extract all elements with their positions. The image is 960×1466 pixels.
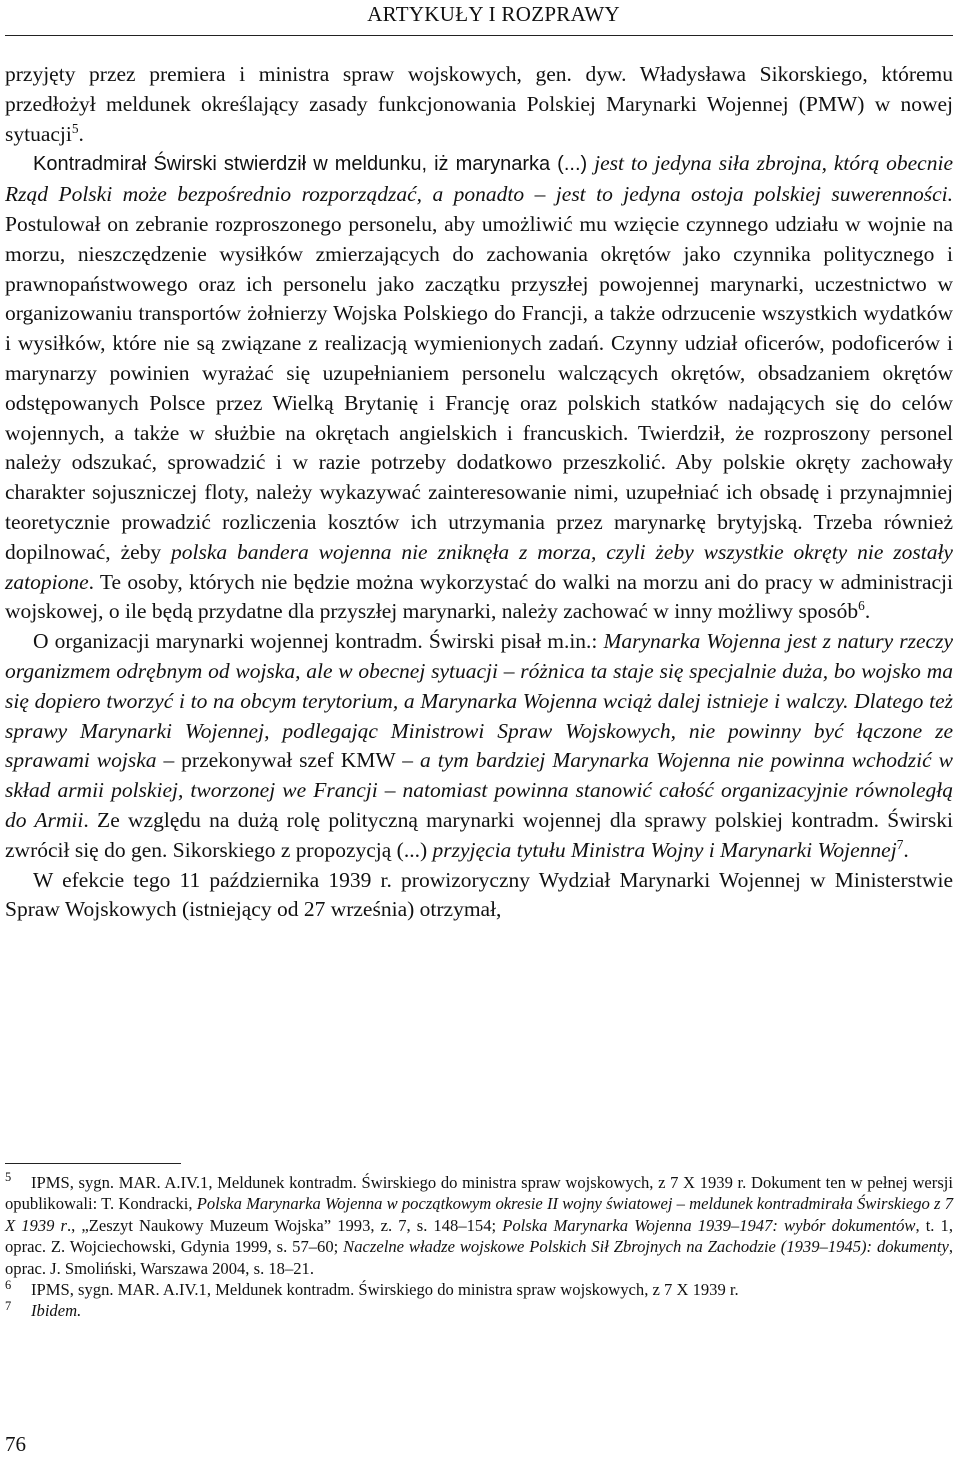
text-run: . Te osoby, których nie będzie można wykorzystać do walki na morzu ani do pracy w administracji wojskowej, o ile będą przydatne dla przyszłej marynarki, należy zachować w inny możliwy sposób [5, 569, 953, 624]
text-run: Postulował on zebranie rozproszonego personelu, aby umożliwić mu wzięcie czynnego udziału w wojnie na morzu, nieszczędzenie wysiłków zmierzających do zachowania okrętów jako czynnika politycznego i prawnopaństwowego oraz ich personelu jako zaczątku przyszłej powojennej marynarki, uczestnictwo w organizowaniu transportów żołnierzy Wojska Polskiego do Francji, a także odrzucenie wszystkich wydatków i wysiłków, które nie są związane z realizacją wymienionych zadań. Czynny udział oficerów, podoficerów i marynarzy powinien wyrażać się uzupełnianiem personelu walczących okrętów, obsadzaniem okrętów odstępowanych Polsce przez Wielką Brytanię i Francję oraz polskich statków nadających się do celów wojennych, a także w służbie na okrętach angielskich i francuskich. Twierdził, że rozproszony personel należy odszukać, sprowadzić i w razie potrzeby dodatkowo przeszkolić. Aby polskie okręty zachowały charakter sojuszniczej floty, należy wykazywać zainteresowanie nimi, uzupełniać ich obsadę i przynajmniej teoretycznie prowadzić rozliczenia kosztów ich utrzymania przez marynarkę brytyjską. Trzeba również dopilnować, żeby [5, 211, 953, 564]
quote-italic: polska bandera wojenna nie zniknęła z morza, czyli żeby wszystkie okręty nie zostały zatopione [5, 539, 953, 594]
running-head: ARTYKUŁY I ROZPRAWY [367, 2, 620, 26]
footnotes [5, 1172, 953, 1322]
page-number: 76 [5, 1432, 26, 1456]
text-run: , t. 1, oprac. Z. Wojciechowski, Gdynia 1999, s. 57–60; [5, 1215, 953, 1257]
text-run: . Ze względu na dużą rolę polityczną marynarki wojennej dla sprawy polskiej kontradm. Świrski zwrócił się do gen. Sikorskiego z propozycją (...) [5, 807, 953, 862]
text-run: . [78, 121, 84, 146]
header-rule [5, 35, 953, 36]
footnote-7: 7 Ibidem. [5, 1298, 82, 1321]
citation-title: Naczelne władze wojskowe Polskich Sił Zbrojnych na Zachodzie (1939–1945): dokumenty [343, 1237, 949, 1257]
paragraph-1 [5, 60, 953, 149]
footnote-5: 5 IPMS, sygn. MAR. A.IV.1, Meldunek kontradm. Świrskiego do ministra spraw wojskowych, z 7 X 1939 r. Dokument ten w pełnej wersji opublikowali: T. Kondracki, Polska Marynarka Wojenna w początkowym okresie II wojny światowej – meldunek kontradmirała Świrskiego z 7 X 1939 r., „Zeszyt Naukowy Muzeum Wojska” 1993, z. 7, s. 148–154; Polska Marynarka Wojenna 1939–1947: wybór dokumentów, t. 1, oprac. Z. Wojciechowski, Gdynia 1999, s. 57–60; Naczelne władze wojskowe Polskich Sił Zbrojnych na Zachodzie (1939–1945): dokumenty, oprac. J. Smoliński, Warszawa 2004, s. 18–21. [5, 1170, 953, 1278]
text-run: . [903, 837, 909, 862]
text-run: . [864, 599, 871, 624]
text-run: – przekonywał szef KMW – [156, 748, 420, 773]
paragraph-4: W efekcie tego 11 października 1939 r. prowizoryczny Wydział Marynarki Wojennej w Ministerstwie Spraw Wojskowych (istniejący od 27 września) otrzymał, [5, 867, 953, 922]
citation-title: Polska Marynarka Wojenna w początkowym okresie II wojny światowej – meldunek kontradmirała Świrskiego z 7 X 1939 r [5, 1194, 953, 1235]
text-run: przyjęty przez premiera i ministra spraw wojskowych, gen. dyw. Władysława Sikorskiego, któremu przedłożył meldunek określający zasady funkcjonowania Polskiej Marynarki Wojennej (PMW) w nowej sytuacji [5, 62, 953, 146]
quote-italic: jest to jedyna siła zbrojna, którą obecnie Rząd Polski może bezpośrednio rozporządzać, a ponadto – jest to jedyna ostoja polskiej suwerenności. [5, 151, 953, 207]
main-text [5, 60, 953, 925]
paragraph-3 [5, 627, 953, 865]
footnote-rule [5, 1163, 181, 1164]
text-run: IPMS, sygn. MAR. A.IV.1, Meldunek kontradm. Świrskiego do ministra spraw wojskowych, z 7 X 1939 r. [31, 1280, 739, 1300]
quote-italic: Marynarka Wojenna jest z natury rzeczy organizmem odrębnym od wojska, ale w obecnej sytuacji – różnica ta staje się specjalnie duża, bo wojsko ma się dopiero tworzyć i to na obcym terytorium, a Marynarka Wojenna wciąż dalej istnieje i walczy. Dlatego też sprawy Marynarki Wojennej, podlegając Ministrowi Spraw Wojskowych, nie powinny być łączone ze sprawami wojska [5, 629, 953, 773]
footnote-ref-7[interactable]: 7 [896, 836, 904, 852]
footnote-ref-6[interactable]: 6 [858, 598, 865, 614]
text-run: IPMS, sygn. MAR. A.IV.1, Meldunek kontradm. Świrskiego do ministra spraw wojskowych, z 7 X 1939 r. Dokument ten w pełnej wersji opublikowali: T. Kondracki, [5, 1173, 953, 1214]
quote-italic: a tym bardziej Marynarka Wojenna nie powinna wchodzić w skład armii polskiej, tworzonej we Francji – natomiast powinna stanowić całość organizacyjnie równoległą do Armii [5, 748, 953, 832]
citation-title: Ibidem. [31, 1301, 82, 1321]
text-run: Kontradmirał Świrski stwierdził w meldunku, iż marynarka (...) [33, 153, 588, 176]
text-run: , oprac. J. Smoliński, Warszawa 2004, s. 18–21. [5, 1237, 953, 1278]
text-run: O organizacji marynarki wojennej kontradm. Świrski pisał m.in.: [33, 629, 604, 654]
text-run: ., „Zeszyt Naukowy Muzeum Wojska” 1993, z. 7, s. 148–154; [66, 1215, 503, 1235]
footnote-6: 6 IPMS, sygn. MAR. A.IV.1, Meldunek kontradm. Świrskiego do ministra spraw wojskowych, z 7 X 1939 r. [5, 1277, 739, 1300]
citation-title: Polska Marynarka Wojenna 1939–1947: wybór dokumentów [502, 1215, 916, 1235]
paragraph-2 [5, 149, 953, 627]
quote-italic: przyjęcia tytułu Ministra Wojny i Marynarki Wojennej [432, 837, 897, 862]
footnote-ref-5[interactable]: 5 [71, 120, 79, 136]
